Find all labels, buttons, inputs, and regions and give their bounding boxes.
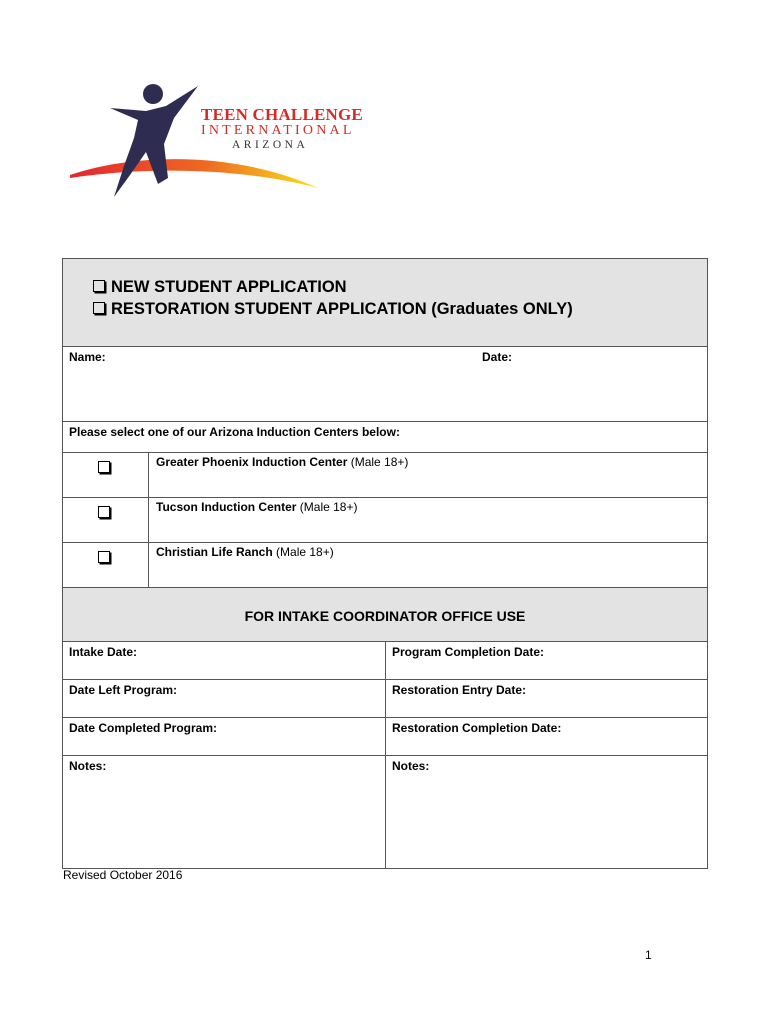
logo-title: TEEN CHALLENGE [201,105,363,124]
checkbox-icon[interactable] [93,302,105,314]
logo-state: ARIZONA [232,139,309,151]
checkbox-cell [63,543,149,587]
intake-date-field[interactable]: Intake Date: [63,642,386,679]
office-row [63,642,707,680]
page-number: 1 [645,948,652,962]
center-prompt-row [63,422,707,453]
center-name: Christian Life Ranch [156,545,273,559]
restoration-student-option[interactable]: RESTORATION STUDENT APPLICATION (Graduates ONLY) [93,300,573,319]
program-completion-date-field[interactable]: Program Completion Date: [392,645,545,659]
center-name: Greater Phoenix Induction Center [156,455,348,469]
checkbox-cell [63,498,149,542]
center-note: (Male 18+) [299,500,358,514]
center-name: Tucson Induction Center [156,500,297,514]
center-option-phoenix[interactable] [63,453,707,498]
office-row [63,680,707,718]
notes-left-field[interactable]: Notes: [63,756,386,868]
notes-row [63,756,707,868]
restoration-completion-date-field[interactable]: Restoration Completion Date: [392,721,562,735]
logo-subtitle: INTERNATIONAL [201,123,355,138]
center-option-christian-life-ranch[interactable] [63,543,707,588]
office-row [63,718,707,756]
center-option-tucson[interactable] [63,498,707,543]
center-note: (Male 18+) [350,455,409,469]
date-label: Date: [482,350,513,364]
new-student-option[interactable]: NEW STUDENT APPLICATION [93,278,347,297]
name-label: Name: [69,350,106,364]
office-use-header [63,588,707,642]
notes-right-field[interactable]: Notes: [392,759,430,773]
application-type-section [63,259,707,347]
teen-challenge-logo [68,80,358,205]
revision-note: Revised October 2016 [63,868,183,882]
restoration-entry-date-field[interactable]: Restoration Entry Date: [392,683,527,697]
checkbox-cell [63,453,149,497]
center-prompt: Please select one of our Arizona Induction Centers below: [69,425,400,439]
checkbox-icon[interactable] [98,551,110,563]
application-form [62,258,708,869]
checkbox-icon[interactable] [98,461,110,473]
date-completed-program-field[interactable]: Date Completed Program: [63,718,386,755]
date-left-program-field[interactable]: Date Left Program: [63,680,386,717]
checkbox-icon[interactable] [98,506,110,518]
name-date-row[interactable] [63,347,707,422]
center-note: (Male 18+) [276,545,334,559]
checkbox-icon[interactable] [93,280,105,292]
office-use-title: FOR INTAKE COORDINATOR OFFICE USE [244,608,526,624]
